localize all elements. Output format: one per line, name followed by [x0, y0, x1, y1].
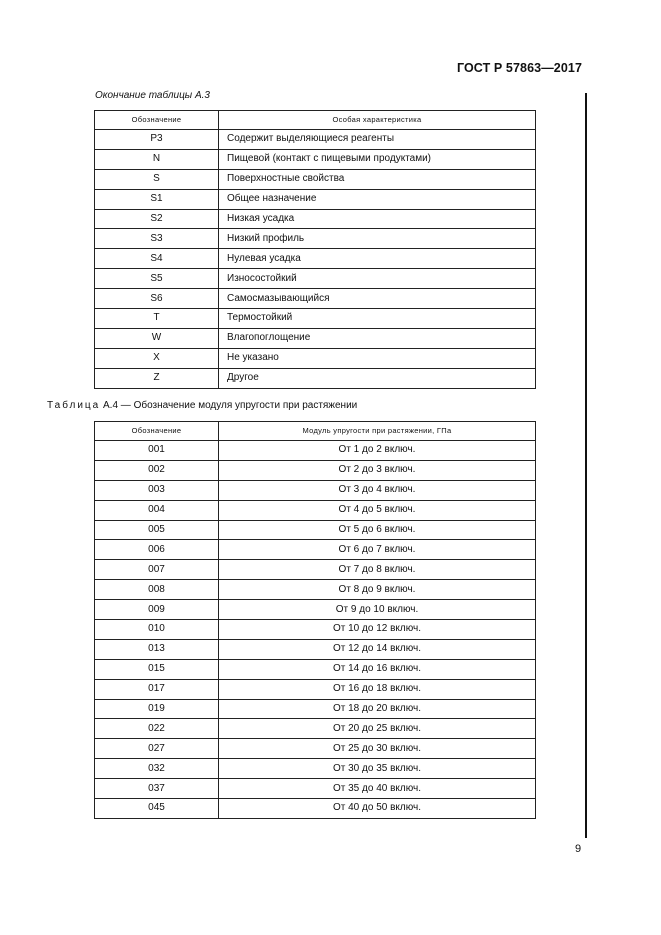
designation-cell: 019 — [95, 699, 219, 719]
table-row — [95, 149, 536, 169]
value-cell: От 1 до 2 включ. — [219, 441, 536, 461]
value-cell: Влагопоглощение — [219, 328, 536, 348]
designation-cell: 045 — [95, 799, 219, 819]
table-row — [95, 269, 536, 289]
table-row — [95, 441, 536, 461]
designation-cell: S1 — [95, 189, 219, 209]
designation-cell: 015 — [95, 659, 219, 679]
designation-cell: 009 — [95, 600, 219, 620]
value-cell: От 30 до 35 включ. — [219, 759, 536, 779]
table-row — [95, 659, 536, 679]
column-header-designation: Обозначение — [95, 422, 219, 441]
table-a4-caption-label: Таблица — [47, 400, 101, 411]
table-row — [95, 480, 536, 500]
table-header-row — [95, 111, 536, 130]
designation-cell: T — [95, 309, 219, 329]
table-row — [95, 500, 536, 520]
document-code: ГОСТ Р 57863—2017 — [456, 61, 582, 75]
designation-cell: S6 — [95, 289, 219, 309]
value-cell: Поверхностные свойства — [219, 169, 536, 189]
table-row — [95, 699, 536, 719]
value-cell: От 3 до 4 включ. — [219, 480, 536, 500]
table-a3 — [94, 110, 536, 389]
value-cell: От 18 до 20 включ. — [219, 699, 536, 719]
value-cell: Термостойкий — [219, 309, 536, 329]
table-row — [95, 189, 536, 209]
value-cell: Износостойкий — [219, 269, 536, 289]
designation-cell: 008 — [95, 580, 219, 600]
value-cell: Другое — [219, 368, 536, 388]
column-header-modulus: Модуль упругости при растяжении, ГПа — [219, 422, 536, 441]
designation-cell: S2 — [95, 209, 219, 229]
value-cell: От 25 до 30 включ. — [219, 739, 536, 759]
table-row — [95, 460, 536, 480]
column-header-designation: Обозначение — [95, 111, 219, 130]
designation-cell: 003 — [95, 480, 219, 500]
designation-cell: 032 — [95, 759, 219, 779]
table-row — [95, 209, 536, 229]
value-cell: От 35 до 40 включ. — [219, 779, 536, 799]
value-cell: Самосмазывающийся — [219, 289, 536, 309]
designation-cell: S5 — [95, 269, 219, 289]
margin-change-bar — [585, 93, 587, 838]
column-header-characteristic: Особая характеристика — [219, 111, 536, 130]
table-row — [95, 799, 536, 819]
designation-cell: Z — [95, 368, 219, 388]
designation-cell: 010 — [95, 620, 219, 640]
table-row — [95, 580, 536, 600]
designation-cell: X — [95, 348, 219, 368]
value-cell: От 6 до 7 включ. — [219, 540, 536, 560]
value-cell: Пищевой (контакт с пищевыми продуктами) — [219, 149, 536, 169]
value-cell: Нулевая усадка — [219, 249, 536, 269]
table-row — [95, 679, 536, 699]
designation-cell: 037 — [95, 779, 219, 799]
page-number: 9 — [575, 843, 582, 855]
value-cell: Общее назначение — [219, 189, 536, 209]
table-row — [95, 130, 536, 150]
table-row — [95, 229, 536, 249]
value-cell: От 2 до 3 включ. — [219, 460, 536, 480]
designation-cell: S4 — [95, 249, 219, 269]
designation-cell: 005 — [95, 520, 219, 540]
value-cell: От 14 до 16 включ. — [219, 659, 536, 679]
value-cell: От 10 до 12 включ. — [219, 620, 536, 640]
table-a4-caption — [47, 400, 357, 411]
value-cell: Низкий профиль — [219, 229, 536, 249]
designation-cell: 006 — [95, 540, 219, 560]
value-cell: От 7 до 8 включ. — [219, 560, 536, 580]
designation-cell: P3 — [95, 130, 219, 150]
table-header-row — [95, 422, 536, 441]
designation-cell: W — [95, 328, 219, 348]
designation-cell: 001 — [95, 441, 219, 461]
designation-cell: 013 — [95, 639, 219, 659]
table-row — [95, 328, 536, 348]
table-row — [95, 759, 536, 779]
table-row — [95, 348, 536, 368]
table-row — [95, 600, 536, 620]
designation-cell: 007 — [95, 560, 219, 580]
table-row — [95, 639, 536, 659]
designation-cell: 017 — [95, 679, 219, 699]
designation-cell: 022 — [95, 719, 219, 739]
value-cell: От 12 до 14 включ. — [219, 639, 536, 659]
table-row — [95, 368, 536, 388]
table-row — [95, 289, 536, 309]
table-row — [95, 779, 536, 799]
table-a4-caption-text: А.4 — Обозначение модуля упругости при растяжении — [103, 400, 358, 411]
table-row — [95, 719, 536, 739]
table-a4 — [94, 421, 536, 819]
value-cell: От 16 до 18 включ. — [219, 679, 536, 699]
value-cell: От 20 до 25 включ. — [219, 719, 536, 739]
table-row — [95, 309, 536, 329]
value-cell: Не указано — [219, 348, 536, 368]
value-cell: От 8 до 9 включ. — [219, 580, 536, 600]
value-cell: От 40 до 50 включ. — [219, 799, 536, 819]
table-row — [95, 540, 536, 560]
table-row — [95, 620, 536, 640]
value-cell: От 5 до 6 включ. — [219, 520, 536, 540]
designation-cell: 002 — [95, 460, 219, 480]
value-cell: От 9 до 10 включ. — [219, 600, 536, 620]
designation-cell: S — [95, 169, 219, 189]
table-a3-caption: Окончание таблицы А.3 — [95, 90, 210, 101]
table-row — [95, 520, 536, 540]
table-row — [95, 249, 536, 269]
designation-cell: 027 — [95, 739, 219, 759]
designation-cell: S3 — [95, 229, 219, 249]
value-cell: Содержит выделяющиеся реагенты — [219, 130, 536, 150]
table-row — [95, 169, 536, 189]
value-cell: Низкая усадка — [219, 209, 536, 229]
table-row — [95, 739, 536, 759]
table-row — [95, 560, 536, 580]
value-cell: От 4 до 5 включ. — [219, 500, 536, 520]
designation-cell: N — [95, 149, 219, 169]
designation-cell: 004 — [95, 500, 219, 520]
